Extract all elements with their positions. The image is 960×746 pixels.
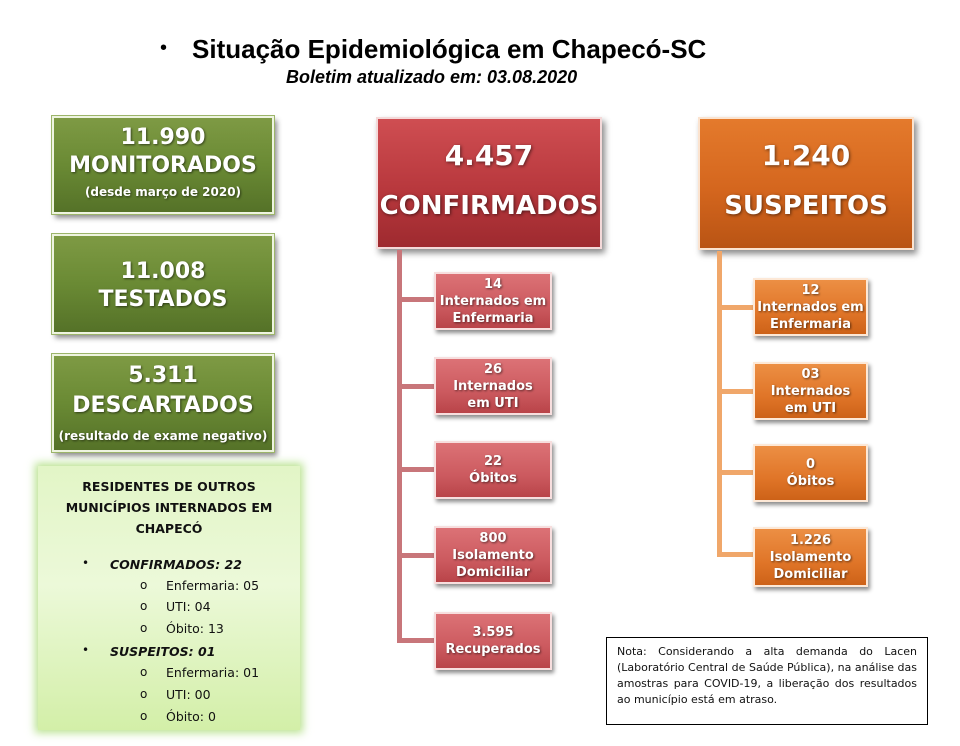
monitorados-label: MONITORADOS bbox=[69, 153, 257, 178]
confirmados-value: 4.457 bbox=[444, 139, 534, 172]
bullet: • bbox=[82, 643, 90, 657]
confirmados-item-isolamento bbox=[434, 526, 552, 584]
sub-bullet: o bbox=[140, 578, 148, 592]
descartados-label: DESCARTADOS bbox=[72, 393, 254, 418]
item-label: Isolamento Domiciliar bbox=[769, 549, 852, 582]
descartados-note: (resultado de exame negativo) bbox=[58, 429, 268, 443]
monitorados-box bbox=[52, 116, 274, 214]
suspeitos-branch-3 bbox=[717, 470, 753, 475]
confirmados-branch-5 bbox=[397, 638, 434, 643]
residents-title: RESIDENTES DE OUTROS MUNICÍPIOS INTERNADOS EM CHAPECÓ bbox=[65, 479, 273, 536]
item-label: Internados em UTI bbox=[453, 378, 533, 411]
confirmados-box bbox=[376, 117, 602, 249]
confirmados-branch-4 bbox=[397, 553, 434, 558]
confirmados-item-obitos bbox=[434, 441, 552, 499]
suspeitos-label: SUSPEITOS bbox=[724, 191, 888, 221]
suspeitos-value: 1.240 bbox=[761, 139, 851, 172]
title-bullet: • bbox=[160, 37, 168, 59]
sub-bullet: o bbox=[140, 687, 148, 701]
residents-confirmados-enfermaria: Enfermaria: 05 bbox=[166, 578, 260, 593]
descartados-value: 5.311 bbox=[128, 363, 198, 388]
confirmados-label: CONFIRMADOS bbox=[379, 191, 599, 221]
residents-box bbox=[38, 466, 300, 730]
confirmados-item-enfermaria bbox=[434, 272, 552, 330]
descartados-box bbox=[52, 354, 274, 452]
suspeitos-branch-4 bbox=[717, 552, 753, 557]
item-value: 3.595 bbox=[472, 625, 514, 640]
suspeitos-item-uti bbox=[753, 362, 868, 420]
sub-bullet: o bbox=[140, 665, 148, 679]
item-label: Recuperados bbox=[445, 642, 541, 657]
residents-confirmados-label: CONFIRMADOS: 22 bbox=[110, 557, 242, 572]
item-label: Óbitos bbox=[469, 471, 517, 486]
sub-bullet: o bbox=[140, 599, 148, 613]
monitorados-value: 11.990 bbox=[120, 125, 206, 150]
confirmados-item-recuperados bbox=[434, 612, 552, 670]
item-label: Internados em UTI bbox=[770, 383, 851, 416]
residents-confirmados-uti: UTI: 04 bbox=[166, 599, 211, 614]
residents-suspeitos-enfermaria: Enfermaria: 01 bbox=[166, 665, 260, 680]
bullet: • bbox=[82, 556, 90, 570]
testados-label: TESTADOS bbox=[98, 287, 228, 312]
suspeitos-item-obitos bbox=[753, 444, 868, 502]
item-value: 800 bbox=[479, 530, 507, 546]
item-label: Internados em Enfermaria bbox=[757, 299, 864, 332]
note-box: Nota: Considerando a alta demanda do Lacen (Laboratório Central de Saúde Pública), na análise das amostras para COVID-19, a liberação dos resultados ao município está em atraso. bbox=[606, 637, 928, 725]
sub-bullet: o bbox=[140, 621, 148, 635]
page-subtitle: Boletim atualizado em: 03.08.2020 bbox=[286, 67, 578, 87]
title-row bbox=[160, 34, 780, 66]
item-value: 22 bbox=[483, 454, 503, 469]
testados-box bbox=[52, 234, 274, 334]
item-value: 03 bbox=[801, 366, 820, 382]
page-title: Situação Epidemiológica em Chapecó-SC bbox=[192, 34, 707, 64]
confirmados-branch-3 bbox=[397, 467, 434, 472]
monitorados-note: (desde março de 2020) bbox=[84, 185, 242, 199]
item-label: Internados em Enfermaria bbox=[439, 293, 547, 326]
suspeitos-box bbox=[698, 117, 914, 250]
sub-bullet: o bbox=[140, 709, 148, 723]
item-value: 1.226 bbox=[789, 532, 832, 548]
residents-suspeitos-obito: Óbito: 0 bbox=[166, 709, 216, 724]
item-value: 14 bbox=[483, 276, 503, 292]
residents-suspeitos-label: SUSPEITOS: 01 bbox=[110, 644, 216, 659]
confirmados-branch-2 bbox=[397, 384, 434, 389]
suspeitos-branch-1 bbox=[717, 305, 753, 310]
suspeitos-item-enfermaria bbox=[753, 278, 868, 336]
item-value: 0 bbox=[805, 457, 816, 472]
confirmados-branch-1 bbox=[397, 297, 434, 302]
item-label: Óbitos bbox=[786, 474, 835, 489]
confirmados-connector bbox=[397, 250, 402, 642]
item-value: 26 bbox=[483, 361, 503, 377]
suspeitos-connector bbox=[717, 251, 722, 557]
confirmados-item-uti bbox=[434, 357, 552, 415]
item-label: Isolamento Domiciliar bbox=[452, 547, 534, 580]
testados-value: 11.008 bbox=[120, 259, 206, 284]
residents-suspeitos-uti: UTI: 00 bbox=[166, 687, 211, 702]
suspeitos-branch-2 bbox=[717, 389, 753, 394]
suspeitos-item-isolamento bbox=[753, 527, 868, 587]
residents-confirmados-obito: Óbito: 13 bbox=[166, 621, 224, 636]
item-value: 12 bbox=[801, 282, 820, 298]
